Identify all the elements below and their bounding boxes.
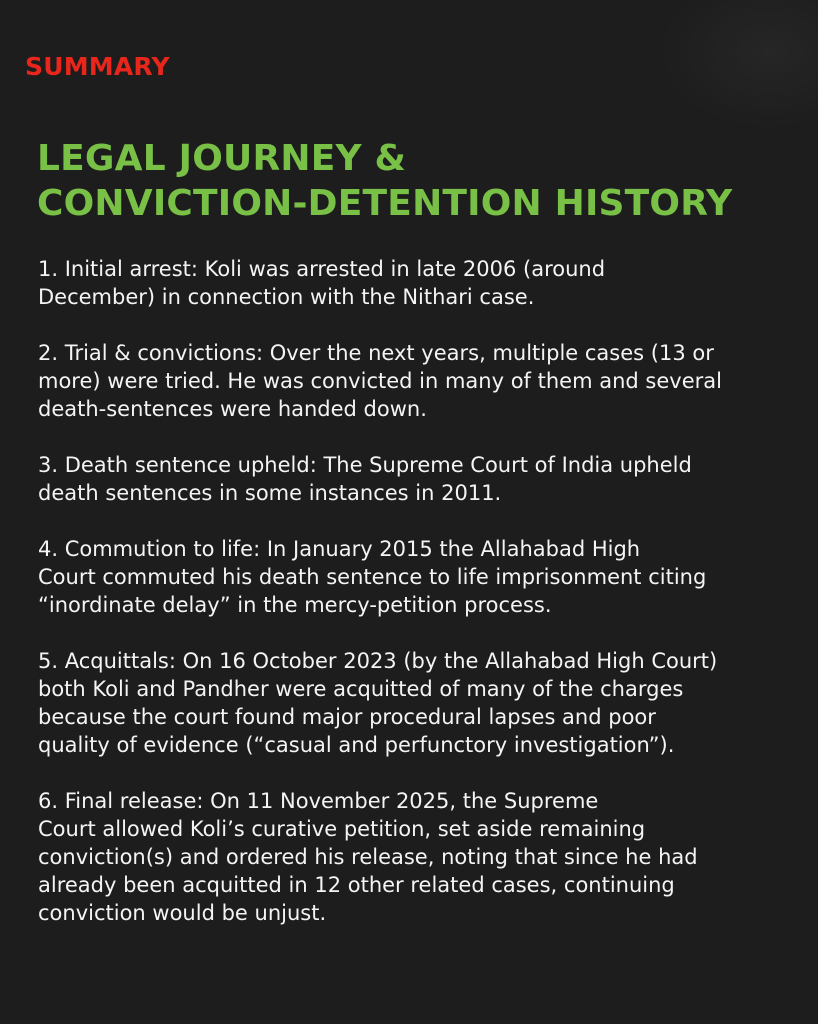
timeline-list bbox=[38, 255, 808, 955]
list-item-line: Court allowed Koli’s curative petition, set aside remaining bbox=[38, 817, 646, 841]
list-item-line: quality of evidence (“casual and perfunctory investigation”). bbox=[38, 733, 675, 757]
page-title-line-1: LEGAL JOURNEY & bbox=[37, 138, 407, 179]
list-item bbox=[38, 787, 808, 927]
list-item-line: more) were tried. He was convicted in many of them and several bbox=[38, 369, 722, 393]
list-item-line: death-sentences were handed down. bbox=[38, 397, 427, 421]
page-title bbox=[37, 136, 732, 226]
list-item-line: conviction(s) and ordered his release, noting that since he had bbox=[38, 845, 698, 869]
list-item bbox=[38, 451, 808, 507]
section-label: SUMMARY bbox=[25, 52, 170, 81]
list-item-line: 2. Trial & convictions: Over the next years, multiple cases (13 or bbox=[38, 341, 714, 365]
page-title-line-2: CONVICTION-DETENTION HISTORY bbox=[37, 183, 733, 224]
list-item-line: 5. Acquittals: On 16 October 2023 (by the Allahabad High Court) bbox=[38, 649, 718, 673]
list-item-line: 6. Final release: On 11 November 2025, the Supreme bbox=[38, 789, 599, 813]
list-item-line: already been acquitted in 12 other related cases, continuing bbox=[38, 873, 675, 897]
list-item-line: both Koli and Pandher were acquitted of many of the charges bbox=[38, 677, 684, 701]
list-item-line: death sentences in some instances in 2011. bbox=[38, 481, 502, 505]
list-item-line: Court commuted his death sentence to life imprisonment citing bbox=[38, 565, 707, 589]
list-item-line: “inordinate delay” in the mercy-petition process. bbox=[38, 593, 552, 617]
list-item bbox=[38, 255, 808, 311]
list-item-line: 4. Commution to life: In January 2015 the Allahabad High bbox=[38, 537, 641, 561]
list-item-line: 1. Initial arrest: Koli was arrested in late 2006 (around bbox=[38, 257, 606, 281]
background-shade bbox=[658, 0, 818, 130]
list-item-line: December) in connection with the Nithari case. bbox=[38, 285, 535, 309]
list-item-line: conviction would be unjust. bbox=[38, 901, 327, 925]
list-item bbox=[38, 339, 808, 423]
list-item bbox=[38, 647, 808, 759]
list-item-line: because the court found major procedural lapses and poor bbox=[38, 705, 656, 729]
list-item-line: 3. Death sentence upheld: The Supreme Court of India upheld bbox=[38, 453, 692, 477]
list-item bbox=[38, 535, 808, 619]
